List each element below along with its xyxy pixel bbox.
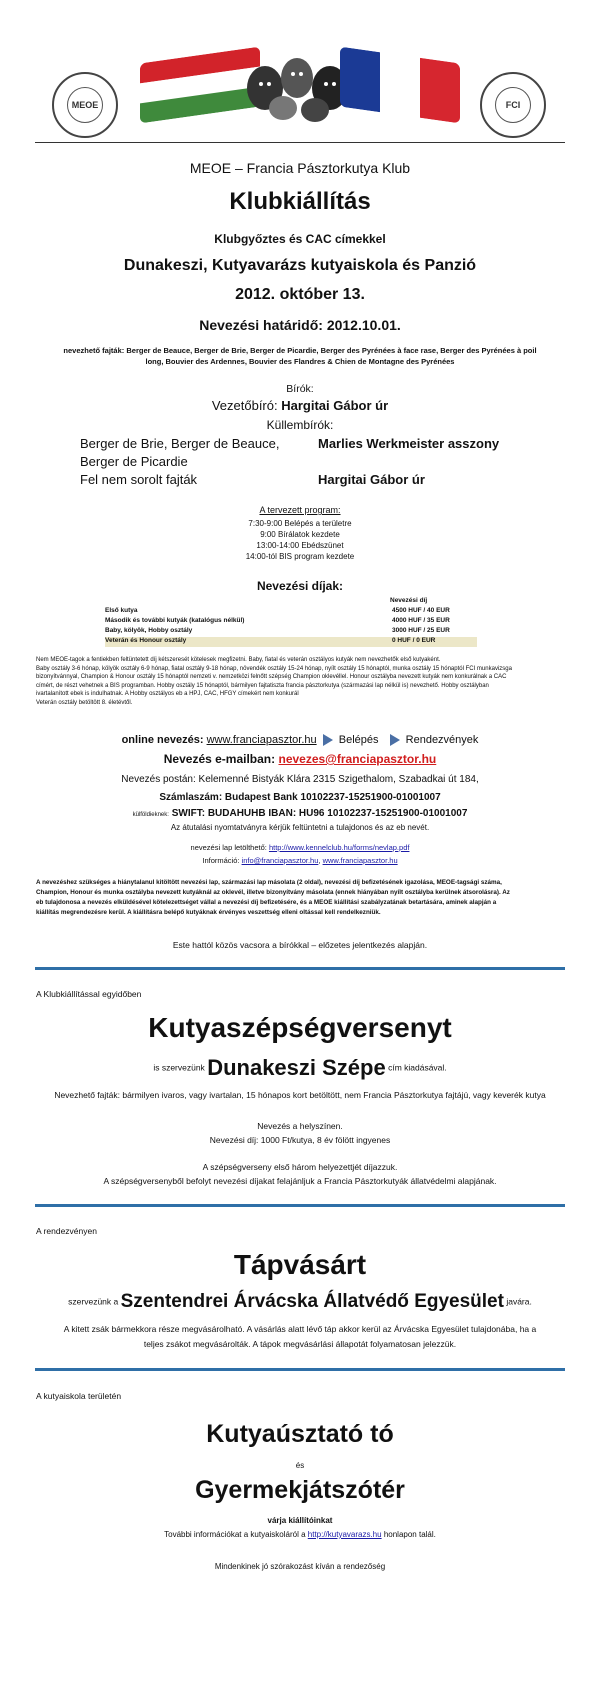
meoe-logo: MEOE (52, 72, 118, 138)
fee-row-highlighted: Veterán és Honour osztály 0 HUF / 0 EUR (105, 637, 477, 647)
fee-row: Első kutya 4500 HUF / 40 EUR (105, 607, 450, 614)
section-divider (35, 967, 565, 970)
kutyavarazs-link[interactable]: http://kutyavarazs.hu (307, 1530, 382, 1539)
market-text-2: teljes zsákot megvásárolták. A tápok megvásárlási állapotát folyamatosan jelezzük. (143, 1339, 457, 1349)
fees-heading: Nevezési díjak: (256, 579, 344, 593)
download-line: nevezési lap letölthető: http://www.kennelclub.hu/forms/nevlap.pdf (190, 843, 410, 852)
market-line: szervezünk a Szentendrei Árvácska Állatvédő Egyesület javára. (68, 1291, 532, 1312)
playground-title: Gyermekjátszótér (195, 1476, 405, 1504)
fci-logo: FCI (480, 72, 546, 138)
account-number: Számlaszám: Budapest Bank 10102237-15251900-01001007 (159, 792, 441, 803)
fee-row: Második és további kutyák (katalógus nélkül) 4000 HUF / 35 EUR (105, 617, 450, 624)
entry-email-link[interactable]: nevezes@franciapasztor.hu (278, 752, 437, 766)
pool-title: Kutyaúsztató tó (206, 1420, 394, 1448)
postal-entry: Nevezés postán: Kelemenné Bistyák Klára 2315 Szigethalom, Szabadkai út 184, (121, 774, 479, 785)
closing-line: Mindenkinek jó szórakozást kíván a rendezőség (214, 1562, 386, 1571)
event-date: 2012. október 13. (235, 286, 365, 303)
pool-more-info: További információkat a kutyaiskoláról a http://kutyavarazs.hu honlapon talál. (164, 1530, 436, 1539)
fee-row: Baby, kölyök, Hobby osztály 3000 HUF / 25 EUR (105, 627, 450, 634)
required-documents: A nevezéshez szükséges a hiánytalanul kitöltött nevezési lap, származási lap másolata (2 oldal), nevezési díj befizetésének igazolása, MEOE-tagsági száma, Champion, Honour és munka osztályba nevezett kutyáknál az oklevél, illetve bizonyítvány másolata (ennek hiányában nyílt osztályba kerülnek átsorolásra). Az eb tulajdonosa a nevezés elküldésével kötelezettséget vállal a nevezési díj befizetésére, és a MEOE kiállítási szabályzatának betartására, aminek alapján a kiállítás megrendezésre kerül. A kiállításra belépő kutyáknak érvényes veszettség elleni oltással kell rendelkezniük. (36, 879, 510, 916)
fee-notes: Nem MEOE-tagok a fentiekben feltüntetett díj kétszeresét kötelesek megfizetni. Baby, fiatal és veterán osztályos kutyák nem nevezhetők első kutyaként. Baby osztály 3-6 hónap, kölyök osztály 6-9 hónap, fiatal osztály 9-18 hónap, növendék osztály 15-24 hónap, nyílt osztály 15 hónaptól, munka osztály 15 hónaptól FCI munkavizsga bizonyítvánnyal, Champion & Honour osztály 15 hónaptól nemzeti v. nemzetközi felnőtt szépség Champion oklevéllel. Honour osztályba nevezett kutyák nem konkurálnak a CAC címért, de részt vehetnek a BIS programban. Hobby osztály 15 hónaptól, bármilyen fajtatiszta francia pásztorkutya (származási lap nélkül is) nevezhető. Hobby osztályban ivartalanított ebek is indulhatnak. A Hobby osztályos eb a HPJ, CAC, HFGY címekért nem konkurál Veterán osztály betöltött 8. életévtől. (36, 657, 512, 706)
program-heading: A tervezett program: (259, 505, 341, 515)
info-site-link[interactable]: www.franciapasztor.hu (322, 856, 398, 865)
info-email-link[interactable]: info@franciapasztor.hu (241, 856, 319, 865)
fees-table (105, 607, 477, 647)
swift-iban: külföldieknek: SWIFT: BUDAHUHB IBAN: HU96 10102237-15251900-01001007 (132, 808, 468, 819)
section-divider (35, 1204, 565, 1207)
pool-wait: várja kiállítóinkat (267, 1516, 333, 1525)
market-intro: A rendezvényen (36, 1226, 97, 1236)
program-item: 7:30-9:00 Belépés a területre (248, 519, 352, 528)
page-title: Klubkiállítás (229, 188, 371, 215)
program-list (0, 518, 600, 562)
arrow-right-icon (323, 734, 333, 746)
beauty-fee: Nevezési díj: 1000 Ft/kutya, 8 év fölött ingyenes (209, 1135, 391, 1145)
judge-breeds-1: Berger de Brie, Berger de Beauce, (80, 436, 280, 451)
beauty-onsite: Nevezés a helyszínen. (257, 1121, 343, 1131)
market-text-1: A kitett zsák bármekkora része megvásárolható. A vásárlás alatt lévő táp akkor kerül az Árvácska Egyesület tulajdonába, ha a (63, 1324, 537, 1334)
market-title: Tápvásárt (233, 1249, 367, 1280)
entry-form-download-link[interactable]: http://www.kennelclub.hu/forms/nevlap.pdf (268, 843, 410, 852)
pool-intro: A kutyaiskola területén (36, 1391, 122, 1401)
judges-heading: Bírók: (286, 383, 314, 395)
online-entry: online nevezés: www.franciapasztor.hu Belépés Rendezvények (121, 734, 479, 746)
venue: Dunakeszi, Kutyavarázs kutyaiskola és Panzió (123, 257, 477, 274)
program-item: 9:00 Bírálatok kezdete (260, 530, 340, 539)
program-item: 14:00-tól BIS program kezdete (245, 552, 355, 561)
beauty-breeds: Nevezhető fajták: bármilyen ivaros, vagy ivartalan, 15 hónapos kort betöltött, nem Francia Pásztorkutya fajtájú, vagy keverék kutya (54, 1090, 546, 1100)
arrow-right-icon (390, 734, 400, 746)
section-divider (35, 1368, 565, 1371)
breeds-list: nevezhető fajták: Berger de Beauce, Berger de Brie, Berger de Picardie, Berger des Pyrénées à face rase, Berger des Pyrénées à poil long, Bouvier des Ardennes, Bouvier des Flandres & Chien de Montagne des Pyrénées (63, 346, 537, 366)
online-entry-link[interactable]: www.franciapasztor.hu (206, 734, 317, 746)
special-judges-heading: Küllembírók: (266, 418, 334, 432)
beauty-title: Kutyaszépségversenyt (148, 1012, 452, 1043)
dinner-note: Este hattól közös vacsora a bírókkal – előzetes jelentkezés alapján. (172, 940, 428, 950)
fees-col-header: Nevezési díj (390, 597, 428, 604)
deadline: Nevezési határidő: 2012.10.01. (199, 317, 401, 333)
beauty-prizes: A szépségverseny első három helyezettjét díjazzuk. (202, 1162, 398, 1172)
subtitle: Klubgyőztes és CAC címekkel (214, 232, 386, 246)
header-divider (35, 142, 565, 143)
program-item: 13:00-14:00 Ebédszünet (256, 541, 344, 550)
judge-name-3: Hargitai Gábor úr (318, 472, 425, 487)
transfer-note: Az átutalási nyomtatványra kérjük feltüntetni a tulajdonos és az eb nevét. (170, 823, 430, 832)
email-entry: Nevezés e-mailban: nevezes@franciapasztor.hu (163, 752, 437, 766)
judge-breeds-2: Berger de Picardie (80, 454, 188, 469)
beauty-line: is szervezünk Dunakeszi Szépe cím kiadásával. (153, 1055, 447, 1080)
pool-and: és (295, 1461, 305, 1470)
beauty-donation: A szépségversenyből befolyt nevezési díjakat felajánljuk a Francia Pásztorkutyák állatvédelmi alapjának. (103, 1176, 497, 1186)
info-line: Információ: info@franciapasztor.hu, www.franciapasztor.hu (202, 856, 398, 865)
club-line: MEOE – Francia Pásztorkutya Klub (189, 160, 411, 176)
judge-breeds-3: Fel nem sorolt fajták (80, 472, 198, 487)
beauty-intro: A Klubkiállítással egyidőben (36, 989, 142, 999)
judge-name-1: Marlies Werkmeister asszony (318, 436, 500, 451)
main-judge: Vezetőbíró: Hargitai Gábor úr (211, 398, 389, 413)
